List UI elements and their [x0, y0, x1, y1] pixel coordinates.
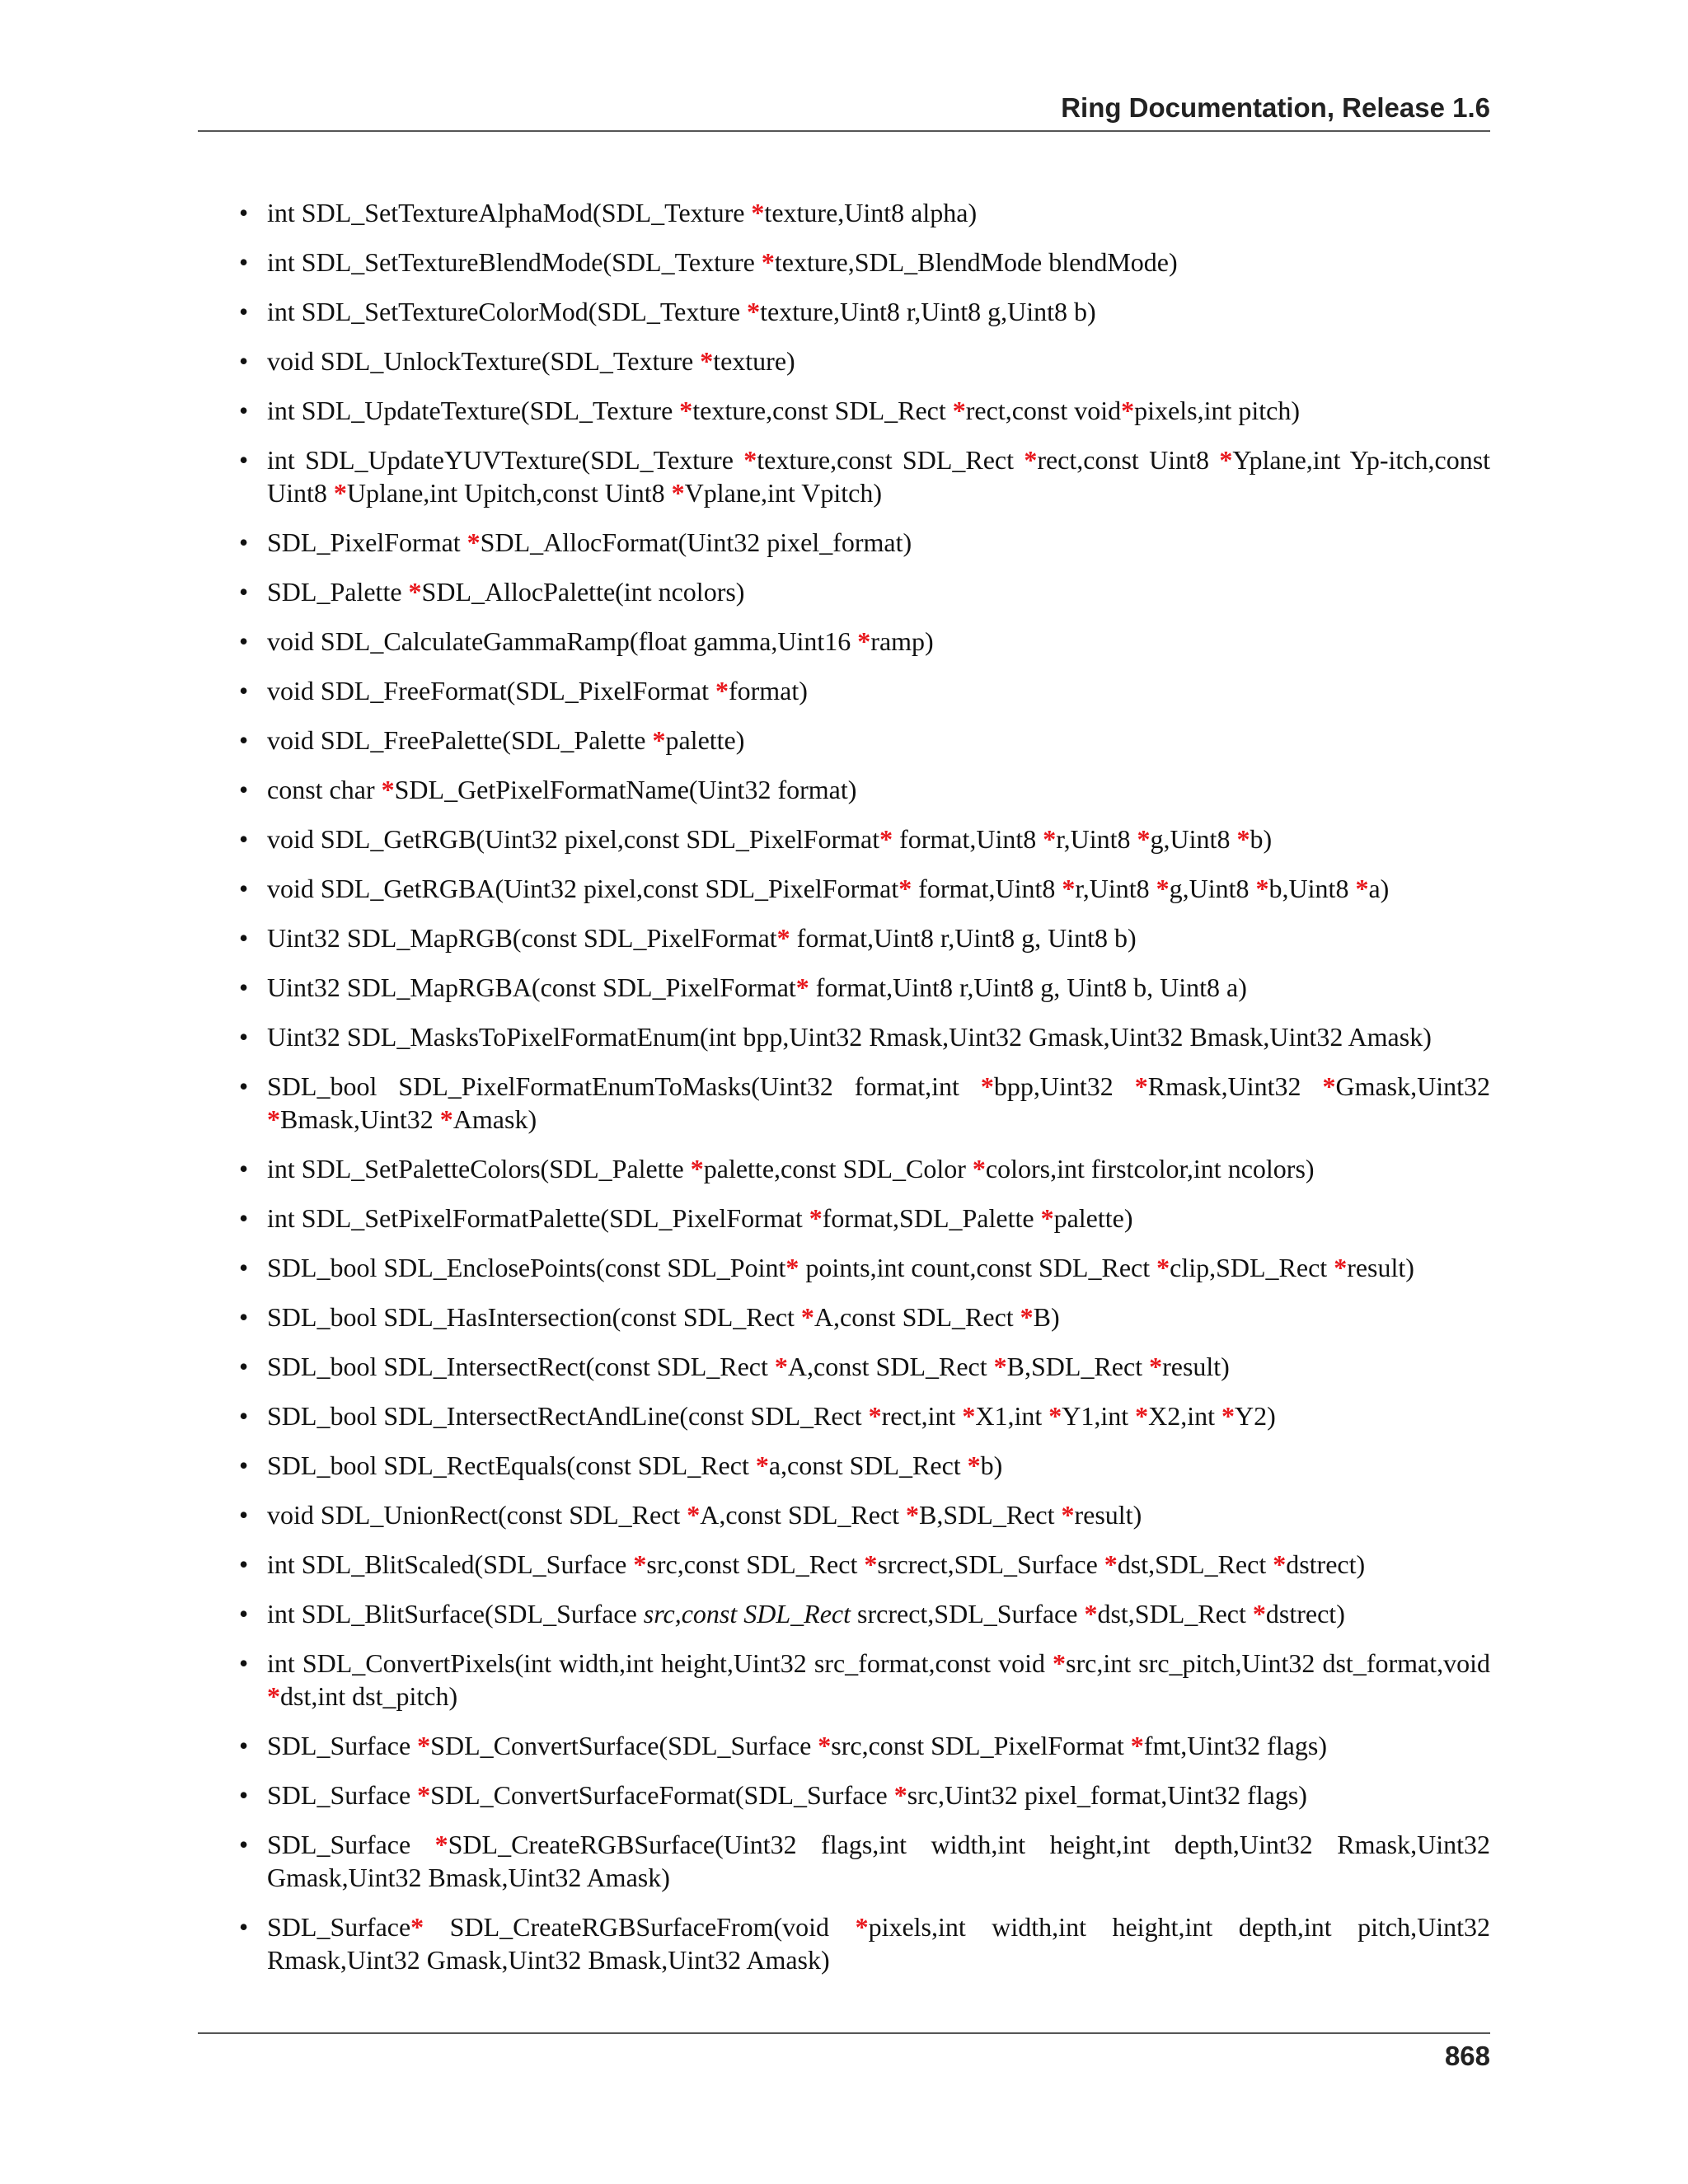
function-signature: • const char *SDL_GetPixelFormatName(Uint32 format): [239, 773, 1490, 806]
pointer-asterisk: *: [743, 445, 757, 475]
pointer-asterisk: *: [1084, 1599, 1098, 1629]
pointer-asterisk: *: [800, 1302, 814, 1332]
pointer-asterisk: *: [906, 1500, 920, 1530]
function-signature: • SDL_bool SDL_HasIntersection(const SDL_Rect *A,const SDL_Rect *B): [239, 1301, 1490, 1333]
pointer-asterisk: *: [993, 1352, 1007, 1381]
function-signature: • SDL_Surface* SDL_CreateRGBSurfaceFrom(void *pixels,int width,int height,int depth,int pitch,Uint32 Rmask,Uint32 Gmask,Uint32 Bmask,Uint32 Amask): [239, 1910, 1490, 1976]
function-signature: • int SDL_SetTextureColorMod(SDL_Texture *texture,Uint8 r,Uint8 g,Uint8 b): [239, 295, 1490, 328]
pointer-asterisk: *: [652, 725, 666, 755]
pointer-asterisk: *: [1053, 1648, 1067, 1678]
function-signature: • Uint32 SDL_MapRGBA(const SDL_PixelFormat* format,Uint8 r,Uint8 g, Uint8 b, Uint8 a): [239, 971, 1490, 1004]
page-number: 868: [1444, 2041, 1490, 2071]
function-list: [239, 196, 1490, 1993]
pointer-asterisk: *: [962, 1401, 976, 1431]
pointer-asterisk: *: [434, 1830, 448, 1859]
function-signature: • int SDL_UpdateYUVTexture(SDL_Texture *texture,const SDL_Rect *rect,const Uint8 *Yplane,int Yp-itch,const Uint8 *Uplane,int Upitch,const Uint8 *Vplane,int Vpitch): [239, 443, 1490, 509]
pointer-asterisk: *: [980, 1071, 994, 1101]
function-signature: • void SDL_FreePalette(SDL_Palette *palette): [239, 724, 1490, 757]
pointer-asterisk: *: [868, 1401, 882, 1431]
function-signature: • void SDL_FreeFormat(SDL_PixelFormat *format): [239, 674, 1490, 707]
function-signature: • SDL_bool SDL_PixelFormatEnumToMasks(Uint32 format,int *bpp,Uint32 *Rmask,Uint32 *Gmask,Uint32 *Bmask,Uint32 *Amask): [239, 1070, 1490, 1136]
pointer-asterisk: *: [1134, 1071, 1148, 1101]
function-signature: • void SDL_CalculateGammaRamp(float gamma,Uint16 *ramp): [239, 625, 1490, 658]
pointer-asterisk: *: [671, 478, 685, 508]
pointer-asterisk: *: [1219, 445, 1233, 475]
pointer-asterisk: *: [1273, 1549, 1287, 1579]
pointer-asterisk: *: [818, 1731, 832, 1760]
pointer-asterisk: *: [715, 676, 729, 705]
pointer-asterisk: *: [893, 1780, 907, 1810]
pointer-asterisk: *: [267, 1104, 280, 1134]
pointer-asterisk: *: [1322, 1071, 1336, 1101]
function-signature: • Uint32 SDL_MasksToPixelFormatEnum(int bpp,Uint32 Rmask,Uint32 Gmask,Uint32 Bmask,Uint32 Amask): [239, 1020, 1490, 1053]
pointer-asterisk: *: [408, 577, 422, 607]
pointer-asterisk: *: [857, 626, 871, 656]
pointer-asterisk: *: [972, 1154, 986, 1183]
pointer-asterisk: *: [898, 874, 912, 903]
pointer-asterisk: *: [864, 1549, 878, 1579]
pointer-asterisk: *: [795, 972, 809, 1002]
function-signature: • SDL_Palette *SDL_AllocPalette(int ncolors): [239, 575, 1490, 608]
pointer-asterisk: *: [751, 198, 765, 227]
function-signature: • int SDL_UpdateTexture(SDL_Texture *texture,const SDL_Rect *rect,const void*pixels,int pitch): [239, 394, 1490, 427]
function-signature: • int SDL_SetTextureBlendMode(SDL_Texture *texture,SDL_BlendMode blendMode): [239, 246, 1490, 279]
function-signature: • int SDL_BlitScaled(SDL_Surface *src,const SDL_Rect *srcrect,SDL_Surface *dst,SDL_Rect *dstrect): [239, 1548, 1490, 1581]
pointer-asterisk: *: [439, 1104, 453, 1134]
pointer-asterisk: *: [417, 1731, 431, 1760]
pointer-asterisk: *: [879, 824, 893, 854]
pointer-asterisk: *: [1355, 874, 1369, 903]
pointer-asterisk: *: [1156, 874, 1170, 903]
function-signature: • SDL_Surface *SDL_ConvertSurface(SDL_Surface *src,const SDL_PixelFormat *fmt,Uint32 flags): [239, 1729, 1490, 1762]
pointer-asterisk: *: [1130, 1731, 1144, 1760]
pointer-asterisk: *: [333, 478, 347, 508]
pointer-asterisk: *: [1236, 824, 1250, 854]
pointer-asterisk: *: [1252, 1599, 1266, 1629]
header-rule: [198, 130, 1490, 132]
function-signature: • int SDL_ConvertPixels(int width,int height,Uint32 src_format,const void *src,int src_pitch,Uint32 dst_format,void *dst,int dst_pitch): [239, 1647, 1490, 1713]
function-signature: • int SDL_SetTextureAlphaMod(SDL_Texture *texture,Uint8 alpha): [239, 196, 1490, 229]
pointer-asterisk: *: [1048, 1401, 1062, 1431]
function-signature: • void SDL_UnlockTexture(SDL_Texture *texture): [239, 344, 1490, 377]
pointer-asterisk: *: [633, 1549, 647, 1579]
pointer-asterisk: *: [417, 1780, 431, 1810]
pointer-asterisk: *: [1221, 1401, 1236, 1431]
pointer-asterisk: *: [1137, 824, 1151, 854]
pointer-asterisk: *: [410, 1912, 424, 1942]
pointer-asterisk: *: [679, 396, 693, 425]
pointer-asterisk: *: [1104, 1549, 1118, 1579]
pointer-asterisk: *: [1040, 1203, 1054, 1233]
pointer-asterisk: *: [1255, 874, 1269, 903]
function-signature: • SDL_PixelFormat *SDL_AllocFormat(Uint32 pixel_format): [239, 526, 1490, 559]
pointer-asterisk: *: [700, 346, 714, 376]
pointer-asterisk: *: [687, 1500, 701, 1530]
pointer-asterisk: *: [1121, 396, 1135, 425]
pointer-asterisk: *: [1024, 445, 1038, 475]
pointer-asterisk: *: [952, 396, 966, 425]
pointer-asterisk: *: [690, 1154, 704, 1183]
emphasis-text: src,const SDL_Rect: [643, 1599, 851, 1629]
pointer-asterisk: *: [381, 775, 395, 804]
pointer-asterisk: *: [1020, 1302, 1034, 1332]
function-signature: • void SDL_UnionRect(const SDL_Rect *A,const SDL_Rect *B,SDL_Rect *result): [239, 1498, 1490, 1531]
pointer-asterisk: *: [1156, 1253, 1170, 1282]
function-signature: • int SDL_BlitSurface(SDL_Surface src,const SDL_Rect srcrect,SDL_Surface *dst,SDL_Rect *dstrect): [239, 1597, 1490, 1630]
function-signature: • void SDL_GetRGB(Uint32 pixel,const SDL_PixelFormat* format,Uint8 *r,Uint8 *g,Uint8 *b): [239, 823, 1490, 855]
pointer-asterisk: *: [267, 1681, 280, 1711]
pointer-asterisk: *: [755, 1451, 769, 1480]
function-signature: • SDL_Surface *SDL_ConvertSurfaceFormat(SDL_Surface *src,Uint32 pixel_format,Uint32 flags): [239, 1779, 1490, 1811]
function-signature: • SDL_bool SDL_IntersectRect(const SDL_Rect *A,const SDL_Rect *B,SDL_Rect *result): [239, 1350, 1490, 1383]
pointer-asterisk: *: [1043, 824, 1057, 854]
function-signature: • int SDL_SetPixelFormatPalette(SDL_PixelFormat *format,SDL_Palette *palette): [239, 1202, 1490, 1235]
footer-rule: [198, 2032, 1490, 2034]
pointer-asterisk: *: [809, 1203, 823, 1233]
pointer-asterisk: *: [467, 527, 481, 557]
function-signature: • SDL_bool SDL_IntersectRectAndLine(const SDL_Rect *rect,int *X1,int *Y1,int *X2,int *Y2): [239, 1399, 1490, 1432]
function-signature: • SDL_bool SDL_EnclosePoints(const SDL_Point* points,int count,const SDL_Rect *clip,SDL_Rect *result): [239, 1251, 1490, 1284]
pointer-asterisk: *: [1149, 1352, 1163, 1381]
pointer-asterisk: *: [1334, 1253, 1348, 1282]
function-signature: • SDL_Surface *SDL_CreateRGBSurface(Uint32 flags,int width,int height,int depth,Uint32 Rmask,Uint32 Gmask,Uint32 Bmask,Uint32 Amask): [239, 1828, 1490, 1894]
function-signature: • SDL_bool SDL_RectEquals(const SDL_Rect *a,const SDL_Rect *b): [239, 1449, 1490, 1482]
pointer-asterisk: *: [761, 247, 775, 277]
pointer-asterisk: *: [1135, 1401, 1149, 1431]
pointer-asterisk: *: [1062, 874, 1076, 903]
pointer-asterisk: *: [855, 1912, 869, 1942]
pointer-asterisk: *: [785, 1253, 799, 1282]
pointer-asterisk: *: [747, 297, 761, 326]
pointer-asterisk: *: [776, 923, 790, 953]
function-signature: • void SDL_GetRGBA(Uint32 pixel,const SDL_PixelFormat* format,Uint8 *r,Uint8 *g,Uint8 *b,Uint8 *a): [239, 872, 1490, 905]
function-signature: • int SDL_SetPaletteColors(SDL_Palette *palette,const SDL_Color *colors,int firstcolor,int ncolors): [239, 1152, 1490, 1185]
running-header-title: Ring Documentation, Release 1.6: [1061, 92, 1490, 123]
pointer-asterisk: *: [774, 1352, 788, 1381]
pointer-asterisk: *: [967, 1451, 981, 1480]
function-signature: • Uint32 SDL_MapRGB(const SDL_PixelFormat* format,Uint8 r,Uint8 g, Uint8 b): [239, 921, 1490, 954]
pointer-asterisk: *: [1061, 1500, 1075, 1530]
